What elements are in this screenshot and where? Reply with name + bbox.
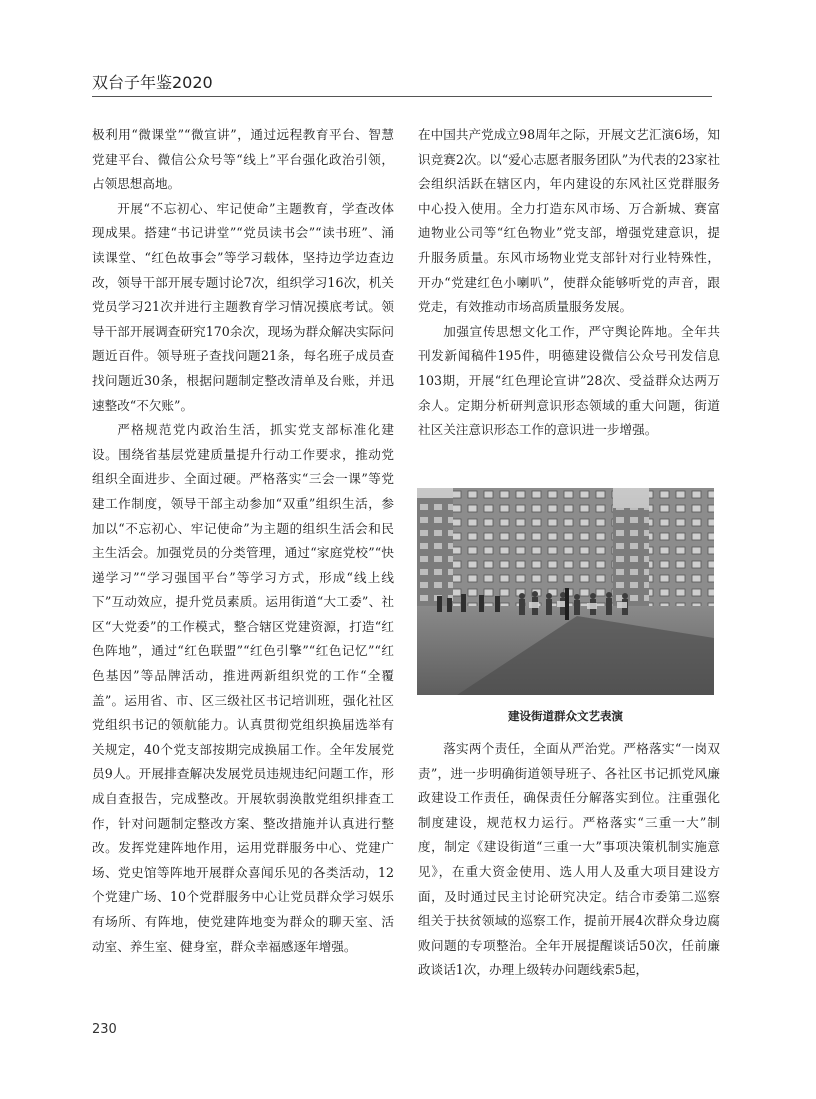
left-column	[92, 123, 394, 1003]
paragraph-party-discipline: 落实两个责任，全面从严治党。严格落实“一岗双责”，进一步明确街道领导班子、各社区书记抓党风廉政建设工作责任，确保责任分解落实到位。注重强化制度建设，规范权力运行。严格落实“三重一大”制度，制定《建设街道“三重一大”事项决策机制实施意见》，在重大资金使用、选人用人及重大项目建设方面，及时通过民主讨论研究决定。结合市委第二巡察组关于扶贫领域的巡察工作，提前开展4次群众身边腐败问题的专项整治。全年开展提醒谈话50次，任前廉政谈话1次，办理上级转办问题线索5起，	[418, 741, 720, 978]
paragraph-theme-education: 开展“不忘初心、牢记使命”主题教育，学查改体现成果。搭建“书记讲堂”“党员读书会”“读书班”、涌读课堂、“红色故事会”等学习载体，坚持边学边查边改，领导干部开展专题讨论7次，组织学习16次，机关党员学习21次并进行主题教育学习情况摸底考试。领导干部开展调查研究170余次，现场为群众解决实际问题近百件。领导班子查找问题21条，每名班子成员查找问题近30条，根据问题制定整改清单及台账，并迅速整改“不欠账”。	[92, 200, 394, 413]
photo-caption: 建设街道群众文艺表演	[508, 709, 623, 723]
yearbook-title: 双台子年鉴2020	[92, 73, 213, 92]
paragraph-anniversary-activities: 在中国共产党成立98周年之际，开展文艺汇演6场，知识竞赛2次。以“爱心志愿者服务团队”为代表的23家社会组织活跃在辖区内，年内建设的东风社区党群服务中心投入使用。全力打造东风市场、万合新城、赛富迪物业公司等“红色物业”党支部，增强党建意识，提升服务质量。东风市场物业党支部针对行业特殊性，开办“党建红色小喇叭”，使群众能够听党的声音，跟党走，有效推动市场高质量服务发展。	[418, 127, 720, 315]
paragraph-online-platforms: 极利用“微课堂”“微宣讲”，通过远程教育平台、智慧党建平台、微信公众号等“线上”平台强化政治引领，占领思想高地。	[92, 127, 394, 192]
right-column-top	[418, 123, 720, 488]
performance-photo	[417, 488, 714, 695]
paragraph-publicity-work: 加强宣传思想文化工作，严守舆论阵地。全年共刊发新闻稿件195件，明德建设微信公众号刊发信息103期，开展“红色理论宣讲”28次、受益群众达两万余人。定期分析研判意识形态领域的重大问题，街道社区关注意识形态工作的意识进一步增强。	[418, 323, 720, 438]
header-divider	[92, 96, 712, 97]
paragraph-party-life: 严格规范党内政治生活，抓实党支部标准化建设。围绕省基层党建质量提升行动工作要求，推动党组织全面进步、全面过硬。严格落实“三会一课”等党建工作制度，领导干部主动参加“双重”组织生活，参加以“不忘初心、牢记使命”为主题的组织生活会和民主生活会。加强党员的分类管理，通过“家庭党校”“快递学习”“学习强国平台”等学习方式，形成“线上线下”互动效应，提升党员素质。运用街道“大工委”、社区“大党委”的工作模式，整合辖区党建资源，打造“红色阵地”，通过“红色联盟”“红色引擎”“红色记忆”“红色基因”等品牌活动，推进两新组织党的工作“全覆盖”。运用省、市、区三级社区书记培训班，强化社区党组织书记的领航能力。认真贯彻党组织换届选举有关规定，40个党支部按期完成换届工作。全年发展党员9人。开展排查解决发展党员违规违纪问题工作，形成自查报告，完成整改。开展软弱涣散党组织排查工作，针对问题制定整改方案、整改措施并认真进行整改。发挥党建阵地作用，运用党群服务中心、党建广场、党史馆等阵地开展群众喜闻乐见的各类活动，12个党建广场、10个党群服务中心让党员群众学习娱乐有场所、有阵地，使党建阵地变为群众的聊天室、活动室、养生室、健身室，群众幸福感逐年增强。	[92, 422, 394, 954]
page-number: 230	[92, 1022, 117, 1037]
right-column-bottom	[418, 737, 720, 1007]
